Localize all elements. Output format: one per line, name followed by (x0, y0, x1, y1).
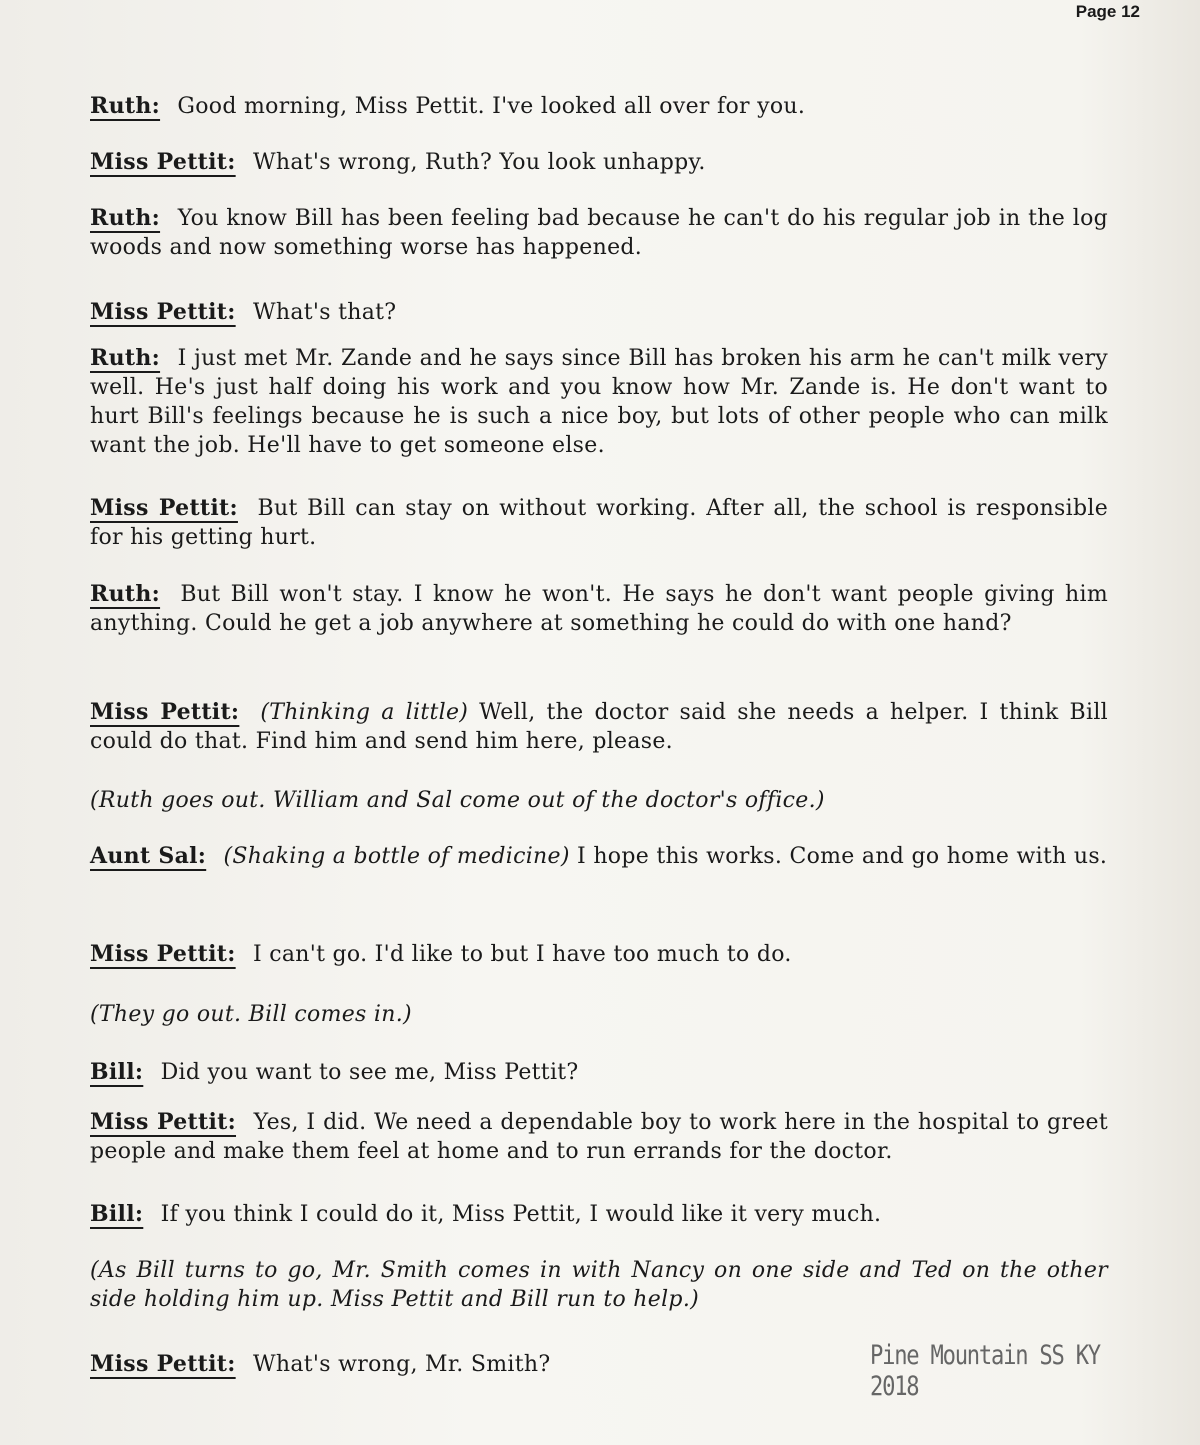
speaker-name: Miss Pettit: (90, 299, 236, 325)
dialogue-text: Well, the doctor said she needs a helper. I think Bill could do that. Find him and send him here, please. (90, 700, 1109, 754)
dialogue-line (90, 92, 1108, 121)
watermark: Pine Mountain SS KY 2018 (870, 1340, 1100, 1402)
dialogue-line (90, 344, 1108, 460)
dialogue-text: Good morning, Miss Pettit. I've looked all over for you. (177, 94, 806, 119)
dialogue-line (90, 148, 1108, 177)
dialogue-text: You know Bill has been feeling bad because he can't do his regular job in the log woods and now something worse has happened. (90, 206, 1109, 260)
stage-direction-text: (Ruth goes out. William and Sal come out of the doctor's office.) (90, 788, 825, 813)
stage-direction (90, 1000, 1108, 1029)
speaker-name: Aunt Sal: (90, 843, 207, 869)
speaker-name: Miss Pettit: (90, 495, 238, 521)
speaker-name: Ruth: (90, 581, 161, 607)
stage-direction-text: (They go out. Bill comes in.) (90, 1002, 412, 1027)
dialogue-text: But Bill won't stay. I know he won't. He says he don't want people giving him anything. Could he get a job anywhere at something he could do with one hand? (90, 582, 1108, 636)
speaker-name: Miss Pettit: (90, 149, 236, 175)
speaker-name: Ruth: (90, 205, 161, 231)
stage-direction-text: (Thinking a little) (260, 700, 469, 725)
stage-direction (90, 1256, 1108, 1314)
speaker-name: Miss Pettit: (90, 1109, 237, 1135)
dialogue-line (90, 1058, 1108, 1087)
stage-direction-text: (As Bill turns to go, Mr. Smith comes in with Nancy on one side and Ted on the other side holding him up. Miss Pettit and Bill run to help.) (90, 1258, 1108, 1312)
stage-direction-text: (Shaking a bottle of medicine) (223, 844, 570, 869)
dialogue-text: But Bill can stay on without working. After all, the school is responsible for his getting hurt. (90, 496, 1109, 550)
page-number: Page 12 (1075, 2, 1140, 21)
dialogue-text: What's wrong, Ruth? You look unhappy. (252, 150, 706, 175)
dialogue-line (90, 494, 1108, 552)
stage-direction (90, 786, 1108, 815)
dialogue-line (90, 580, 1108, 638)
dialogue-text: I just met Mr. Zande and he says since Bill has broken his arm he can't milk very well. He's just half doing his work and you know how Mr. Zande is. He don't want to hurt Bill's feelings because he is such a nice boy, but lots of other people who can milk want the job. He'll have to get someone else. (90, 346, 1108, 458)
speaker-name: Miss Pettit: (90, 699, 240, 725)
dialogue-text: What's that? (252, 300, 397, 325)
dialogue-line (90, 698, 1108, 756)
dialogue-text: Yes, I did. We need a dependable boy to work here in the hospital to greet people and make them feel at home and to run errands for the doctor. (90, 1110, 1108, 1164)
speaker-name: Bill: (90, 1201, 144, 1227)
dialogue-line (90, 1108, 1108, 1166)
dialogue-line (90, 204, 1108, 262)
dialogue-text: If you think I could do it, Miss Pettit, I would like it very much. (160, 1202, 882, 1227)
dialogue-line (90, 842, 1108, 871)
speaker-name: Ruth: (90, 345, 161, 371)
dialogue-text: Did you want to see me, Miss Pettit? (160, 1060, 579, 1085)
dialogue-text: I hope this works. Come and go home with us. (577, 844, 1108, 869)
dialogue-text: I can't go. I'd like to but I have too much to do. (252, 942, 792, 967)
speaker-name: Miss Pettit: (90, 1351, 236, 1377)
speaker-name: Ruth: (90, 93, 161, 119)
dialogue-line (90, 1200, 1108, 1229)
speaker-name: Bill: (90, 1059, 144, 1085)
speaker-name: Miss Pettit: (90, 941, 236, 967)
dialogue-line (90, 940, 1108, 969)
dialogue-line (90, 298, 1108, 327)
dialogue-text: What's wrong, Mr. Smith? (252, 1352, 551, 1377)
